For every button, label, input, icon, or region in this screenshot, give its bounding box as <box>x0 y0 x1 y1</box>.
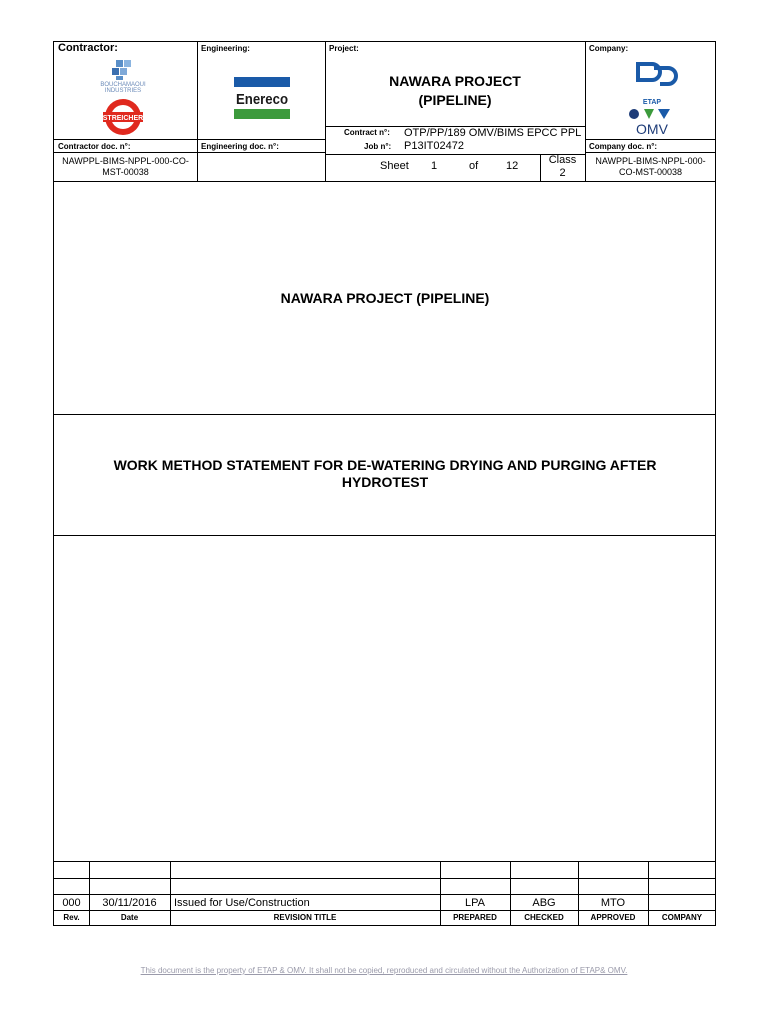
divider <box>54 139 325 140</box>
date-cell: 30/11/2016 <box>102 897 157 909</box>
revision-title-header: REVISION TITLE <box>273 913 337 922</box>
engineering-label: Engineering: <box>201 44 250 53</box>
company-label: Company: <box>589 44 629 53</box>
checked-cell: ABG <box>532 897 556 909</box>
svg-text:BOUCHAMAOUI: BOUCHAMAOUI <box>100 82 146 88</box>
footer-disclaimer: This document is the property of ETAP & OMV. It shall not be copied, reproduced and circulated without the Authorization of ETAP& OMV. <box>140 966 628 975</box>
divider <box>585 139 716 140</box>
company-doc-label: Company doc. n°: <box>589 142 658 151</box>
contract-value: OTP/PP/189 OMV/BIMS EPCC PPL <box>404 127 582 139</box>
class-block <box>540 154 585 180</box>
sheet-number: 1 <box>431 160 438 172</box>
divider <box>54 152 325 153</box>
prepared-header: PREPARED <box>453 913 497 922</box>
project-title-line1: NAWARA PROJECT <box>389 73 521 89</box>
sheet-label: Sheet <box>380 160 409 172</box>
svg-text:OMV: OMV <box>636 121 668 137</box>
class-label: Class <box>548 154 577 166</box>
streicher-logo <box>101 97 145 137</box>
document-title <box>54 457 716 491</box>
divider <box>197 42 198 181</box>
document-frame <box>53 41 716 926</box>
contractor-doc-value <box>54 156 197 178</box>
company-doc-line2: CO-MST-00038 <box>618 167 683 177</box>
engineering-doc-label: Engineering doc. n°: <box>201 142 279 151</box>
document-title-line2: HYDROTEST <box>341 474 429 490</box>
revision-title-cell: Issued for Use/Construction <box>174 897 310 909</box>
etap-omv-logo <box>624 58 680 138</box>
approved-header: APPROVED <box>590 913 636 922</box>
class-value: 2 <box>559 167 566 179</box>
checked-header: CHECKED <box>524 913 564 922</box>
contractor-label: Contractor: <box>58 42 118 54</box>
sheet-total: 12 <box>506 160 519 172</box>
divider <box>585 152 716 153</box>
rev-cell: 000 <box>62 897 81 909</box>
company-doc-value <box>585 156 716 178</box>
company-doc-line1: NAWPPL-BIMS-NPPL-000- <box>595 156 706 166</box>
job-label: Job n°: <box>364 142 392 151</box>
divider <box>54 894 716 895</box>
approved-cell: MTO <box>600 897 626 909</box>
divider <box>54 910 716 911</box>
svg-text:ETAP: ETAP <box>642 99 662 106</box>
enereco-logo <box>234 77 290 119</box>
document-title-line1: WORK METHOD STATEMENT FOR DE-WATERING DRYING AND PURGING AFTER <box>113 457 657 473</box>
divider <box>54 535 716 536</box>
rev-header: Rev. <box>63 913 80 922</box>
date-header: Date <box>120 913 139 922</box>
contractor-doc-label: Contractor doc. n°: <box>58 142 131 151</box>
contract-label: Contract n°: <box>344 128 390 137</box>
svg-text:Enereco: Enereco <box>236 91 288 108</box>
project-name: NAWARA PROJECT (PIPELINE) <box>280 290 490 306</box>
contractor-doc-line2: MST-00038 <box>102 167 149 177</box>
divider <box>54 878 716 879</box>
of-label: of <box>469 160 479 172</box>
divider <box>54 861 716 862</box>
prepared-cell: LPA <box>465 897 485 909</box>
svg-text:INDUSTRIES: INDUSTRIES <box>104 88 142 94</box>
divider <box>325 42 326 181</box>
divider <box>54 414 716 415</box>
project-title <box>325 72 585 110</box>
project-title-line2: (PIPELINE) <box>418 92 492 108</box>
svg-text:STREICHER: STREICHER <box>102 115 144 122</box>
job-value: P13IT02472 <box>404 140 464 152</box>
project-label: Project: <box>329 44 359 53</box>
divider <box>54 181 716 182</box>
company-header: COMPANY <box>661 913 703 922</box>
contractor-doc-line1: NAWPPL-BIMS-NPPL-000-CO- <box>62 156 189 166</box>
